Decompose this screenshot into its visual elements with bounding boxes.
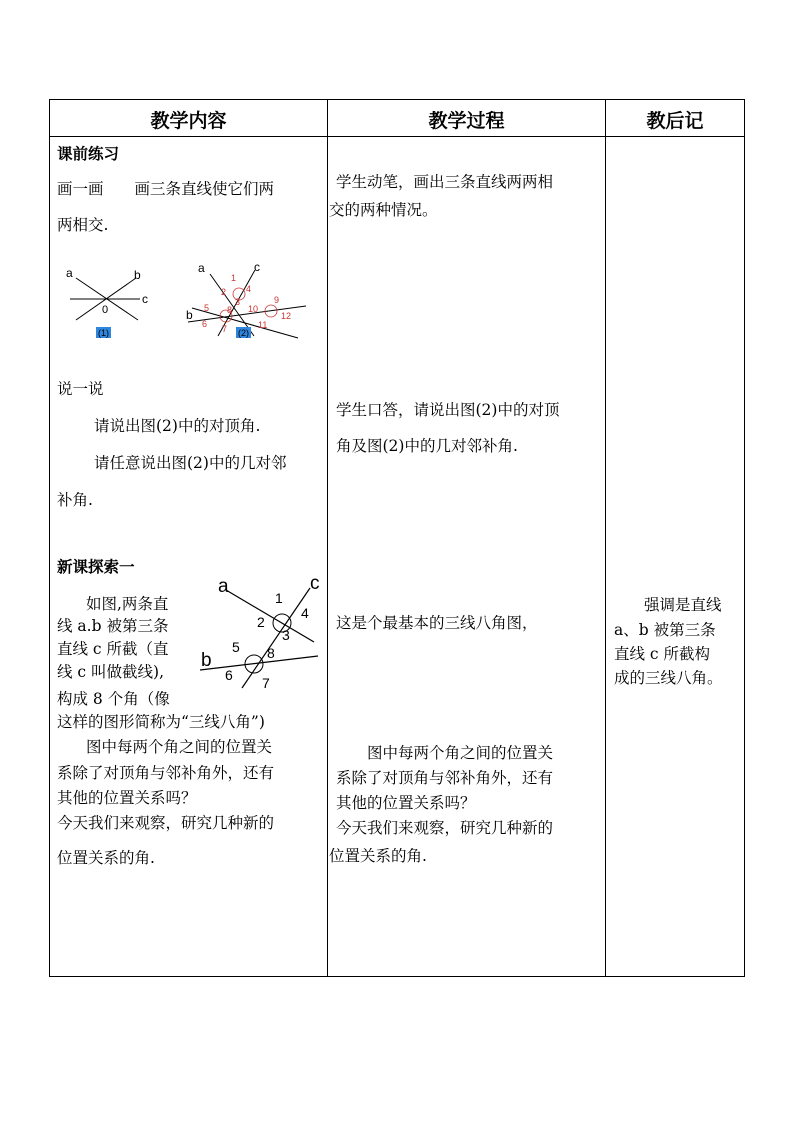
fig2-label-c: c	[254, 260, 260, 274]
question-line2: 系除了对顶角与邻补角外，还有	[57, 764, 275, 782]
process-3: 这是个最基本的三线八角图，	[336, 614, 538, 632]
fig2-num-12: 12	[281, 311, 292, 321]
header-teaching-content: 教学内容	[150, 110, 227, 132]
say-question-1: 请说出图(2)中的对顶角.	[94, 417, 261, 435]
process-4-line2: 系除了对顶角与邻补角外，还有	[336, 769, 554, 787]
note-line1: 强调是直线	[644, 596, 722, 614]
process-4-line1: 图中每两个角之间的位置关	[367, 744, 554, 762]
fig2-num-7: 7	[222, 324, 228, 334]
process-5-line1: 今天我们来观察，研究几种新的	[336, 819, 554, 837]
say-title: 说一说	[57, 380, 104, 398]
fig3-num-2: 2	[257, 614, 265, 630]
draw-text-line1: 画一画 画三条直线使它们两	[57, 180, 275, 198]
explore-line2: 线 a.b 被第三条	[57, 617, 169, 635]
fig3-num-4: 4	[301, 605, 309, 621]
pre-practice-title: 课前练习	[57, 145, 120, 163]
figure-2-three-lines-twelve-angles	[182, 260, 312, 342]
note-line3: 直线 c 所截构	[614, 645, 711, 663]
process-1-line2: 交的两种情况。	[329, 201, 438, 219]
figure-1-three-lines	[62, 264, 162, 340]
process-4-line3: 其他的位置关系吗？	[336, 794, 476, 812]
fig1-caption: (1)	[98, 328, 109, 338]
fig2-num-5: 5	[204, 303, 210, 313]
process-2-line1: 学生口答，请说出图(2)中的对顶	[336, 401, 560, 419]
fig2-num-3: 3	[235, 297, 241, 307]
draw-text-line2: 两相交.	[57, 216, 109, 234]
explore-line6: 这样的图形简称为“三线八角”)	[57, 713, 265, 731]
note-line2: a、b 被第三条	[614, 621, 716, 639]
say-question-2-line1: 请任意说出图(2)中的几对邻	[94, 454, 287, 472]
today-line2: 位置关系的角.	[57, 849, 155, 867]
fig3-num-7: 7	[262, 675, 270, 691]
fig3-num-1: 1	[275, 590, 283, 606]
fig2-label-b: b	[186, 308, 193, 322]
header-post-lesson-notes: 教后记	[646, 110, 704, 132]
fig2-caption: (2)	[238, 328, 249, 338]
fig1-label-b: b	[134, 268, 141, 282]
explore-line1: 如图,两条直	[86, 595, 169, 613]
explore-line4: 线 c 叫做截线),	[57, 663, 165, 681]
note-line4: 成的三线八角。	[614, 669, 723, 687]
fig2-num-11: 11	[258, 320, 268, 330]
fig2-num-8: 8	[227, 305, 233, 315]
fig3-label-c: c	[310, 573, 320, 594]
say-question-2-line2: 补角.	[57, 491, 93, 509]
fig3-label-a: a	[218, 576, 229, 597]
question-line3: 其他的位置关系吗？	[57, 789, 197, 807]
header-teaching-process: 教学过程	[428, 110, 505, 132]
explore-line5: 构成 8 个角（像	[57, 690, 170, 708]
fig1-label-c: c	[142, 292, 148, 306]
new-lesson-title: 新课探索一	[57, 558, 135, 576]
process-5-line2: 位置关系的角.	[329, 847, 427, 865]
fig3-num-5: 5	[232, 639, 240, 655]
fig2-label-a: a	[198, 261, 205, 275]
fig1-label-a: a	[66, 266, 73, 280]
process-2-line2: 角及图(2)中的几对邻补角.	[336, 437, 518, 455]
fig2-num-10: 10	[248, 304, 259, 314]
figure-3-three-lines-eight-angles	[196, 572, 326, 692]
fig3-num-8: 8	[267, 645, 275, 661]
fig3-num-3: 3	[282, 627, 290, 643]
fig3-label-b: b	[201, 650, 212, 671]
fig2-num-4: 4	[246, 284, 252, 294]
fig3-num-6: 6	[225, 667, 233, 683]
fig2-num-1: 1	[231, 273, 237, 283]
fig2-num-2: 2	[221, 287, 227, 297]
today-line1: 今天我们来观察，研究几种新的	[57, 814, 275, 832]
fig2-num-6: 6	[202, 319, 208, 329]
question-line1: 图中每两个角之间的位置关	[86, 738, 273, 756]
fig2-num-9: 9	[274, 295, 280, 305]
process-1-line1: 学生动笔，画出三条直线两两相	[336, 173, 554, 191]
fig1-label-o: 0	[102, 304, 109, 316]
explore-line3: 直线 c 所截（直	[57, 640, 169, 658]
